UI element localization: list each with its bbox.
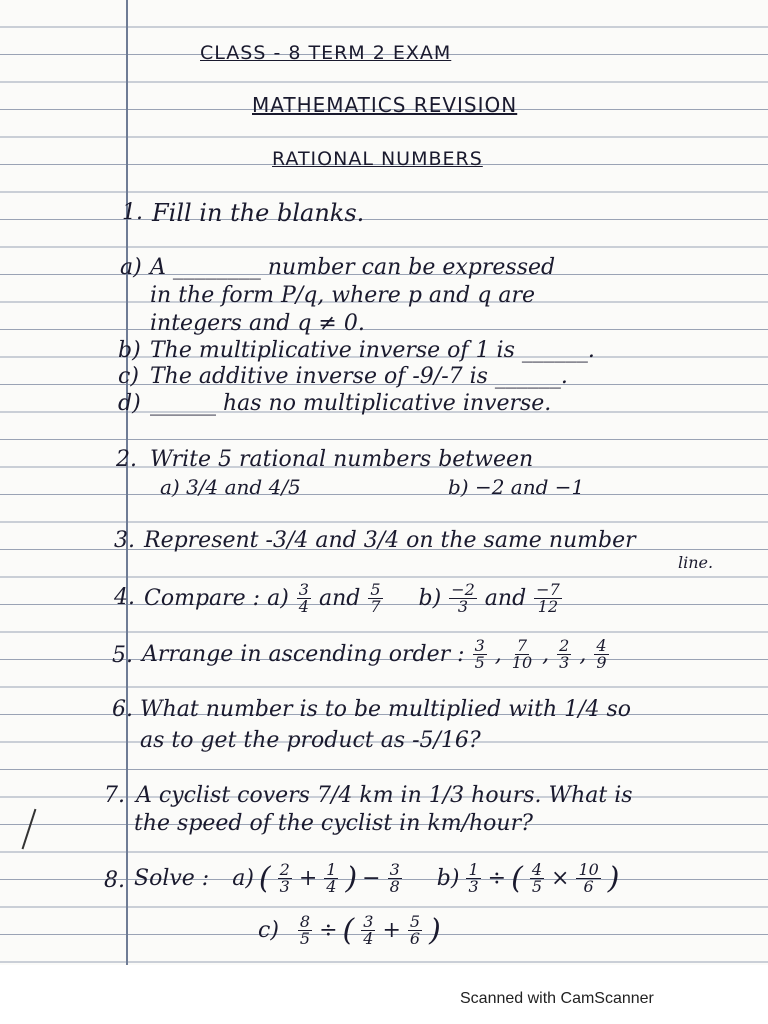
margin-pen-mark — [22, 809, 36, 849]
q1a-line1: A ________ number can be expressed — [150, 255, 556, 280]
minus-sign: − — [362, 865, 381, 891]
q1a-label: a) — [120, 255, 142, 280]
q8-row-c: c) $\frac{8}{5}$ ÷ ( $\frac{3}{4}$ + $\frac{5}{6}$ ) — [258, 912, 441, 948]
numerator: 4 — [531, 860, 542, 879]
q1c-text: The additive inverse of -9/-7 is ______. — [150, 364, 568, 389]
q2a-text: a) 3/4 and 4/5 — [160, 475, 301, 499]
q1c-label: c) — [118, 364, 139, 389]
q7-line1: A cyclist covers 7/4 km in 1/3 hours. What is — [136, 783, 633, 808]
plus-sign: + — [382, 917, 401, 943]
numerator: 10 — [578, 860, 599, 879]
q1a-line2: in the form P/q, where p and q are — [150, 283, 535, 308]
q4b-fraction-2 — [534, 582, 562, 615]
numerator: −7 — [536, 580, 560, 599]
q8-label: Solve : — [134, 865, 210, 891]
q4-number: 4. — [114, 585, 135, 610]
margin-line — [126, 0, 128, 965]
header-topic: RATIONAL NUMBERS — [272, 148, 483, 170]
q5-number: 5. — [112, 643, 133, 668]
q2b-text: b) −2 and −1 — [448, 475, 585, 499]
q1a-line3: integers and q ≠ 0. — [150, 311, 365, 336]
q6-number: 6. — [112, 697, 133, 722]
q8a-fraction-2 — [324, 862, 338, 895]
denominator: 6 — [409, 929, 421, 948]
q1b-label: b) — [118, 338, 141, 363]
q1-number: 1. — [122, 200, 143, 225]
q3-continuation: line. — [678, 553, 714, 572]
denominator: 5 — [531, 877, 542, 896]
denominator: 9 — [596, 653, 607, 672]
scanner-watermark: Scanned with CamScanner — [460, 990, 654, 1007]
and-word: and — [318, 585, 361, 611]
q5-fraction-3 — [557, 638, 571, 671]
q4a-fraction-2 — [368, 582, 382, 615]
q6-line1: What number is to be multiplied with 1/4 so — [140, 697, 632, 722]
q1d-text: ______ has no multiplicative inverse. — [150, 391, 552, 416]
numerator: 1 — [326, 860, 337, 879]
denominator: 10 — [511, 653, 533, 672]
q2-text: Write 5 rational numbers between — [150, 447, 534, 472]
q5-label: Arrange in ascending order : — [142, 641, 465, 667]
numerator: 5 — [409, 912, 421, 931]
denominator: 8 — [389, 877, 400, 896]
q6-line2: as to get the product as -5/16? — [140, 728, 481, 753]
q7-number: 7. — [104, 783, 125, 808]
q8c-label: c) — [258, 917, 279, 943]
numerator: 2 — [279, 860, 290, 879]
plus-sign: + — [298, 865, 318, 891]
q8c-fraction-2 — [361, 914, 375, 947]
denominator: 12 — [537, 597, 559, 616]
q4b-fraction-1 — [449, 582, 477, 615]
q8b-fraction-2 — [530, 862, 544, 895]
numerator: 3 — [298, 580, 309, 599]
numerator: −2 — [451, 580, 475, 599]
times-sign: × — [551, 865, 570, 891]
q8-row-ab: Solve : a) ( $\frac{2}{3}$ + $\frac{1}{4}$ ) − $\frac{3}{8}$ b) $\frac{1}{3}$ ÷ ( $\frac{4}{5}$ × $\frac{10}{6}$ ) — [134, 860, 620, 896]
q2-number: 2. — [116, 447, 137, 472]
q8a-fraction-1 — [278, 862, 292, 895]
denominator: 3 — [559, 653, 570, 672]
q7-line2: the speed of the cyclist in km/hour? — [134, 811, 533, 836]
q8-number: 8. — [104, 868, 125, 893]
numerator: 3 — [474, 636, 485, 655]
q3-text: Represent -3/4 and 3/4 on the same number — [144, 528, 636, 553]
denominator: 4 — [298, 597, 309, 616]
q8b-fraction-1 — [466, 862, 480, 895]
q5-fraction-1 — [473, 638, 487, 671]
q8c-fraction-1 — [298, 914, 312, 947]
numerator: 2 — [559, 636, 570, 655]
numerator: 7 — [516, 636, 528, 655]
q4-label: Compare : a) — [144, 585, 289, 611]
q4-row — [144, 582, 564, 615]
q5-fraction-2 — [510, 638, 534, 671]
q8b-fraction-3 — [576, 862, 600, 895]
q1b-text: The multiplicative inverse of 1 is ______. — [150, 338, 595, 363]
denominator: 7 — [370, 597, 381, 616]
q8a-fraction-3 — [388, 862, 402, 895]
divide-sign: ÷ — [319, 917, 338, 943]
denominator: 5 — [299, 929, 311, 948]
q8b-label: b) — [436, 865, 460, 891]
numerator: 3 — [389, 860, 400, 879]
numerator: 1 — [468, 860, 479, 879]
denominator: 3 — [457, 597, 469, 616]
denominator: 3 — [468, 877, 479, 896]
numerator: 3 — [363, 912, 374, 931]
denominator: 6 — [583, 877, 594, 896]
numerator: 4 — [596, 636, 607, 655]
q1-title: Fill in the blanks. — [152, 199, 365, 227]
header-subject: MATHEMATICS REVISION — [252, 93, 518, 117]
q8c-fraction-3 — [408, 914, 422, 947]
q5-fraction-4 — [594, 638, 608, 671]
q4b-label: b) — [418, 585, 442, 611]
numerator: 5 — [370, 580, 381, 599]
denominator: 3 — [279, 877, 290, 896]
and-word: and — [484, 585, 527, 611]
numerator: 8 — [299, 912, 311, 931]
header-class-term: CLASS - 8 TERM 2 EXAM — [200, 42, 452, 64]
q3-number: 3. — [114, 528, 135, 553]
denominator: 4 — [326, 877, 337, 896]
q4a-fraction-1 — [297, 582, 311, 615]
divide-sign: ÷ — [487, 865, 507, 891]
q8a-label: a) — [232, 865, 254, 891]
q1d-label: d) — [118, 391, 141, 416]
denominator: 4 — [363, 929, 374, 948]
q5-row: Arrange in ascending order : $\frac{3}{5}$ , $\frac{7}{10}$ , $\frac{2}{3}$ , $\frac{4}{9}$ — [142, 636, 607, 672]
denominator: 5 — [474, 653, 485, 672]
